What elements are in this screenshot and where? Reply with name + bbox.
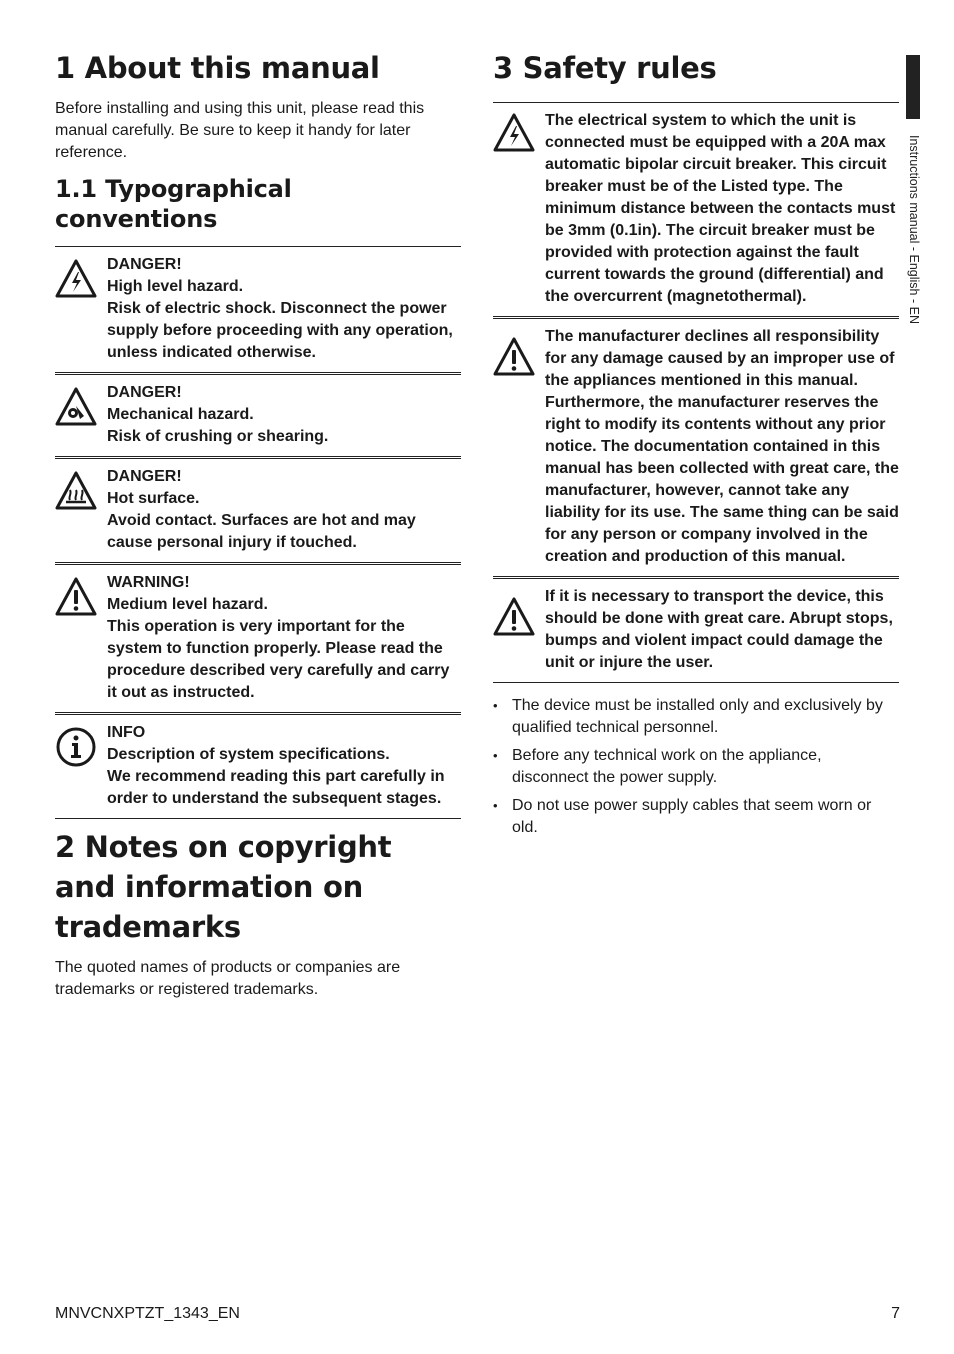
list-item-text: Before any technical work on the appliance, disconnect the power supply. xyxy=(512,747,822,786)
notice-text: The electrical system to which the unit is connected must be equipped with a 20A max automatic bipolar circuit breaker. This circuit breaker must be of the Listed type. The minimum distance between the contacts must be 3mm (0.1in). The circuit breaker must be provided with protection against the fault current towards the ground (differential) and the overcurrent (magnetothermal). xyxy=(545,112,896,305)
section-title-typographical: 1.1 Typographical conventions xyxy=(55,175,292,233)
list-item-text: The device must be installed only and exclusively by qualified technical personnel. xyxy=(512,697,883,736)
list-item xyxy=(493,745,899,789)
notice-heading: WARNING! xyxy=(107,574,190,591)
warning-icon xyxy=(493,336,535,378)
bullet-glyph: • xyxy=(493,798,498,813)
safety-notice-transport xyxy=(493,576,899,683)
notice-heading: DANGER! xyxy=(107,256,182,273)
notice-info xyxy=(55,712,461,819)
safety-notice-responsibility xyxy=(493,316,899,576)
hot-surface-icon xyxy=(55,470,97,512)
notice-heading: INFO xyxy=(107,724,146,741)
notice-danger-mechanical xyxy=(55,372,461,456)
section-title-copyright: 2 Notes on copyright and information on trademarks xyxy=(55,830,392,944)
notice-text: Risk of electric shock. Disconnect the power supply before proceeding with any operation, unless indicated otherwise. xyxy=(107,300,453,361)
notice-heading: DANGER! xyxy=(107,384,182,401)
safety-notice-electrical xyxy=(493,102,899,316)
section-title-safety: 3 Safety rules xyxy=(493,51,717,85)
warning-icon xyxy=(493,596,535,638)
notice-danger-hot xyxy=(55,456,461,562)
section-title-about: 1 About this manual xyxy=(55,51,380,85)
right-column xyxy=(493,48,899,845)
notice-subheading: High level hazard. xyxy=(107,278,244,295)
left-column xyxy=(55,48,461,1011)
copyright-paragraph: The quoted names of products or companies are trademarks or registered trademarks. xyxy=(55,959,401,998)
notice-danger-electric xyxy=(55,246,461,372)
side-tab-marker xyxy=(906,55,920,119)
notice-heading: DANGER! xyxy=(107,468,182,485)
notice-subheading: Description of system specifications. xyxy=(107,746,390,763)
notice-subheading: Hot surface. xyxy=(107,490,200,507)
notice-text: We recommend reading this part carefully in order to understand the subsequent stages. xyxy=(107,768,445,807)
notice-text: If it is necessary to transport the device, this should be done with great care. Abrupt stops, bumps and violent impact could damage the unit or injure the user. xyxy=(545,588,893,671)
warning-icon xyxy=(55,576,97,618)
bullet-glyph: • xyxy=(493,748,498,763)
electric-hazard-icon xyxy=(493,112,535,154)
electric-hazard-icon xyxy=(55,258,97,300)
footer-document-code: MNVCNXPTZT_1343_EN xyxy=(55,1305,240,1322)
page-number: 7 xyxy=(891,1305,900,1322)
notice-text: Avoid contact. Surfaces are hot and may cause personal injury if touched. xyxy=(107,512,416,551)
list-item-text: Do not use power supply cables that seem worn or old. xyxy=(512,797,872,836)
list-item xyxy=(493,795,899,839)
notice-text: This operation is very important for the system to function properly. Please read the procedure described very carefully and carry it out as instructed. xyxy=(107,618,450,701)
safety-bullet-list xyxy=(493,695,899,839)
notice-warning xyxy=(55,562,461,712)
crushing-hazard-icon xyxy=(55,386,97,428)
list-item xyxy=(493,695,899,739)
notice-text: The manufacturer declines all responsibility for any damage caused by an improper use of the appliances mentioned in this manual. Furthermore, the manufacturer reserves the right to modify its contents without any prior notice. The documentation contained in this manual has been collected with great care, the manufacturer, however, cannot take any liability for its use. The same thing can be said for any person or company involved in the creation and production of this manual. xyxy=(545,328,899,565)
about-paragraph: Before installing and using this unit, please read this manual carefully. Be sure to keep it handy for later reference. xyxy=(55,100,425,161)
side-label: Instructions manual - English - EN xyxy=(907,135,921,324)
bullet-glyph: • xyxy=(493,698,498,713)
notice-text: Risk of crushing or shearing. xyxy=(107,428,329,445)
notice-subheading: Mechanical hazard. xyxy=(107,406,254,423)
notice-subheading: Medium level hazard. xyxy=(107,596,268,613)
info-icon xyxy=(55,726,97,768)
